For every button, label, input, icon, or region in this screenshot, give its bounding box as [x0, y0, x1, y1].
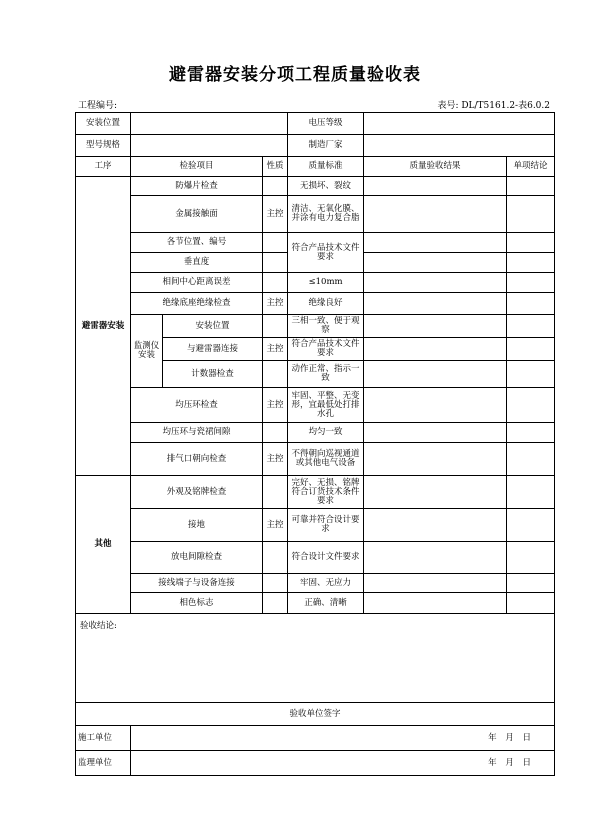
nature-cell [263, 233, 288, 253]
result-cell[interactable] [364, 293, 507, 315]
table-row [76, 476, 555, 509]
result-cell[interactable] [364, 593, 507, 614]
table-row [76, 593, 555, 614]
check-item: 金属接触面 [131, 196, 263, 233]
standard-cell: 无损坏、裂纹 [288, 177, 364, 196]
construction-unit-label: 施工单位 [76, 726, 131, 751]
standard-cell: 符合产品技术文件要求 [288, 233, 364, 273]
supervision-unit-label: 监理单位 [76, 751, 131, 776]
column-header-row [76, 157, 555, 177]
model-spec-value[interactable] [131, 135, 288, 157]
check-item: 安装位置 [163, 315, 263, 338]
nature-cell [263, 574, 288, 593]
col-header-standard: 质量标准 [288, 157, 364, 177]
acceptance-conclusion-row [76, 614, 555, 703]
result-cell[interactable] [364, 388, 507, 423]
standard-cell: 不得朝向巡视通道或其他电气设备 [288, 443, 364, 476]
conclusion-cell[interactable] [507, 315, 555, 338]
standard-cell: 动作正常、指示一致 [288, 361, 364, 388]
result-cell[interactable] [364, 315, 507, 338]
result-cell[interactable] [364, 574, 507, 593]
col-header-nature: 性质 [263, 157, 288, 177]
table-row [76, 196, 555, 233]
header-row-location [76, 113, 555, 135]
check-item: 相色标志 [131, 593, 263, 614]
check-item: 放电间隙检查 [131, 542, 263, 574]
nature-cell [263, 273, 288, 293]
conclusion-cell[interactable] [507, 177, 555, 196]
label-model-spec: 型号规格 [76, 135, 131, 157]
standard-cell: 符合设计文件要求 [288, 542, 364, 574]
table-row [76, 423, 555, 443]
conclusion-cell[interactable] [507, 593, 555, 614]
check-item: 绝缘底座绝缘检查 [131, 293, 263, 315]
supervision-unit-sign-date[interactable]: 年 月 日 [131, 751, 555, 776]
table-row [76, 233, 555, 253]
label-voltage-level: 电压等级 [288, 113, 364, 135]
check-item: 防爆片检查 [131, 177, 263, 196]
conclusion-cell[interactable] [507, 361, 555, 388]
nature-cell: 主控 [263, 338, 288, 361]
col-header-item: 检验项目 [131, 157, 263, 177]
nature-cell [263, 423, 288, 443]
conclusion-cell[interactable] [507, 443, 555, 476]
conclusion-cell[interactable] [507, 574, 555, 593]
sign-row-construction [76, 726, 555, 751]
label-install-location: 安装位置 [76, 113, 131, 135]
result-cell[interactable] [364, 509, 507, 542]
conclusion-cell[interactable] [507, 233, 555, 253]
check-item: 相间中心距离误差 [131, 273, 263, 293]
standard-cell: 符合产品技术文件要求 [288, 338, 364, 361]
check-item: 各节位置、编号 [131, 233, 263, 253]
nature-cell [263, 253, 288, 273]
nature-cell [263, 361, 288, 388]
page-title: 避雷器安装分项工程质量验收表 [169, 65, 421, 85]
section-arrester-install: 避雷器安装 [76, 177, 131, 476]
nature-cell: 主控 [263, 196, 288, 233]
section-other: 其他 [76, 476, 131, 614]
nature-cell [263, 315, 288, 338]
conclusion-cell[interactable] [507, 476, 555, 509]
nature-cell [263, 476, 288, 509]
nature-cell: 主控 [263, 388, 288, 423]
table-row [76, 273, 555, 293]
standard-cell: 绝缘良好 [288, 293, 364, 315]
check-item: 接线端子与设备连接 [131, 574, 263, 593]
form-number: 表号: DL/T5161.2-表6.0.2 [437, 101, 550, 111]
result-cell[interactable] [364, 443, 507, 476]
table-row [76, 177, 555, 196]
nature-cell: 主控 [263, 509, 288, 542]
conclusion-cell[interactable] [507, 196, 555, 233]
conclusion-cell[interactable] [507, 253, 555, 273]
result-cell[interactable] [364, 177, 507, 196]
monitor-group-label: 监测仪安装 [131, 315, 163, 388]
conclusion-cell[interactable] [507, 509, 555, 542]
install-location-value[interactable] [131, 113, 288, 135]
standard-cell: 牢固、平整、无变形，宜最低处打排水孔 [288, 388, 364, 423]
check-item: 接地 [131, 509, 263, 542]
result-cell[interactable] [364, 253, 507, 273]
conclusion-cell[interactable] [507, 273, 555, 293]
sign-header: 验收单位签字 [76, 703, 555, 726]
standard-cell: 清洁、无氧化膜、并涂有电力复合脂 [288, 196, 364, 233]
table-row [76, 293, 555, 315]
nature-cell [263, 542, 288, 574]
standard-cell: 正确、清晰 [288, 593, 364, 614]
acceptance-conclusion-field[interactable]: 验收结论: [76, 614, 555, 703]
result-cell[interactable] [364, 233, 507, 253]
nature-cell [263, 177, 288, 196]
check-item: 外观及铭牌检查 [131, 476, 263, 509]
table-row [76, 542, 555, 574]
result-cell[interactable] [364, 542, 507, 574]
inspection-table [75, 112, 555, 776]
standard-cell: 完好、无损、铭牌符合订货技术条件要求 [288, 476, 364, 509]
sign-header-row [76, 703, 555, 726]
table-row [76, 315, 555, 338]
conclusion-cell[interactable] [507, 293, 555, 315]
result-cell[interactable] [364, 273, 507, 293]
check-item: 均压环检查 [131, 388, 263, 423]
table-row [76, 388, 555, 423]
voltage-level-value[interactable] [364, 113, 555, 135]
conclusion-cell[interactable] [507, 423, 555, 443]
sign-row-supervision [76, 751, 555, 776]
standard-cell: 可靠并符合设计要求 [288, 509, 364, 542]
header-row-model [76, 135, 555, 157]
check-item: 均压环与瓷裙间隙 [131, 423, 263, 443]
conclusion-cell[interactable] [507, 338, 555, 361]
check-item: 计数器检查 [163, 361, 263, 388]
result-cell[interactable] [364, 361, 507, 388]
label-manufacturer: 制造厂家 [288, 135, 364, 157]
table-row [76, 574, 555, 593]
construction-unit-sign-date[interactable]: 年 月 日 [131, 726, 555, 751]
result-cell[interactable] [364, 338, 507, 361]
standard-cell: 牢固、无应力 [288, 574, 364, 593]
check-item: 排气口朝向检查 [131, 443, 263, 476]
check-item: 垂直度 [131, 253, 263, 273]
result-cell[interactable] [364, 196, 507, 233]
conclusion-cell[interactable] [507, 388, 555, 423]
nature-cell: 主控 [263, 443, 288, 476]
standard-cell: ≤10mm [288, 273, 364, 293]
col-header-result: 质量验收结果 [364, 157, 507, 177]
result-cell[interactable] [364, 423, 507, 443]
nature-cell: 主控 [263, 293, 288, 315]
project-number-label: 工程编号: [78, 101, 118, 111]
conclusion-cell[interactable] [507, 542, 555, 574]
col-header-conclusion: 单项结论 [507, 157, 555, 177]
result-cell[interactable] [364, 476, 507, 509]
manufacturer-value[interactable] [364, 135, 555, 157]
standard-cell: 三相一致、便于观察 [288, 315, 364, 338]
standard-cell: 均匀一致 [288, 423, 364, 443]
table-row [76, 509, 555, 542]
col-header-process: 工序 [76, 157, 131, 177]
nature-cell [263, 593, 288, 614]
check-item: 与避雷器连接 [163, 338, 263, 361]
table-row [76, 443, 555, 476]
